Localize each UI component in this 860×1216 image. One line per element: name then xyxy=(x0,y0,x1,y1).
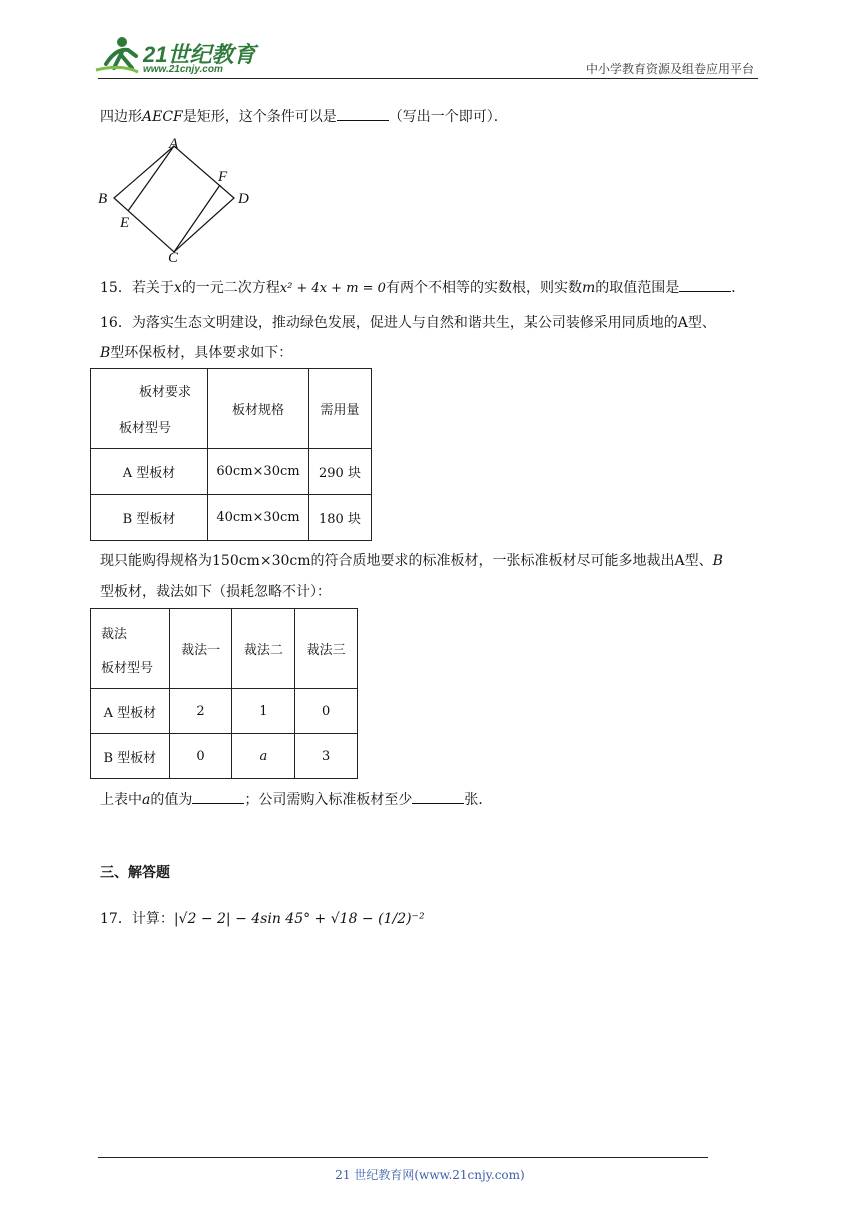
specs-qty: 180 块 xyxy=(309,495,372,541)
label-B: B xyxy=(98,191,108,207)
q15-text-b: 的一元二次方程 xyxy=(181,280,280,296)
footer-text: 21 世纪教育网(www.21cnjy.com) xyxy=(335,1168,525,1182)
specs-qty: 290 块 xyxy=(309,449,372,495)
q16-line2-text: 型环保板材，具体要求如下： xyxy=(110,345,293,361)
table-row xyxy=(91,495,372,541)
q14-shape: AECF xyxy=(142,109,183,125)
table-row xyxy=(91,734,358,779)
cutting-corner-bottom: 板材型号 xyxy=(101,661,154,676)
label-E: E xyxy=(120,215,130,231)
specs-corner-top: 板材要求 xyxy=(139,385,192,400)
q15-line xyxy=(100,277,745,297)
q14-answer-blank[interactable] xyxy=(337,106,389,121)
q16-para-a-var: B xyxy=(712,553,723,569)
specs-spec: 60cm×30cm xyxy=(208,449,309,495)
platform-title: 中小学教育资源及组卷应用平台 xyxy=(585,62,754,76)
q15-var-x: x xyxy=(173,280,182,296)
cutting-corner-cell xyxy=(91,609,170,689)
cutting-type: B 型板材 xyxy=(91,734,170,779)
label-F: F xyxy=(218,169,228,185)
q14-tail-line xyxy=(100,106,508,126)
q16-answer-a: 上表中 xyxy=(100,792,142,808)
q16-answer-c: ；公司需购入标准板材至少 xyxy=(244,792,413,808)
cutting-val: 1 xyxy=(232,689,295,734)
cutting-col-1: 裁法一 xyxy=(169,609,232,689)
specs-header-spec: 板材规格 xyxy=(208,369,309,449)
q15-equation: x² + 4x + m = 0 xyxy=(279,281,386,296)
section-title: 三、解答题 xyxy=(100,864,170,880)
q16-blank-a[interactable] xyxy=(192,789,244,804)
table-row xyxy=(91,689,358,734)
specs-corner-cell xyxy=(91,369,208,449)
q15-var-m: m xyxy=(581,280,596,296)
header-divider xyxy=(98,78,758,79)
rhombus-figure xyxy=(96,134,266,264)
cutting-val: a xyxy=(232,734,295,779)
q16-line2 xyxy=(100,342,292,362)
cutting-val: 2 xyxy=(169,689,232,734)
label-A: A xyxy=(169,136,179,152)
q16-line1: 16．为落实生态文明建设，推动绿色发展，促进人与自然和谐共生，某公司装修采用同质地的A型、 xyxy=(100,315,716,331)
q16-answer-var: a xyxy=(142,792,151,808)
q16-answer-line xyxy=(100,789,492,809)
cutting-val: 0 xyxy=(295,689,358,734)
q15-text-d: 的取值范围是 xyxy=(595,280,680,296)
q15-end: ． xyxy=(731,280,746,296)
q16-para-a-text: 现只能购得规格为150cm×30cm的符合质地要求的标准板材，一张标准板材尽可能多地裁出A型、 xyxy=(100,553,713,569)
cutting-col-3: 裁法三 xyxy=(295,609,358,689)
cutting-corner-top: 裁法 xyxy=(101,627,128,642)
label-D: D xyxy=(238,191,249,207)
q16-var-B: B xyxy=(100,345,111,361)
specs-type: B 型板材 xyxy=(91,495,208,541)
label-C: C xyxy=(168,250,179,264)
q16-para-b: 型板材，裁法如下（损耗忽略不计）： xyxy=(100,584,331,600)
table-row xyxy=(91,449,372,495)
q16-para-a xyxy=(100,550,723,570)
specs-header-qty: 需用量 xyxy=(309,369,372,449)
specs-type: A 型板材 xyxy=(91,449,208,495)
logo-text: 21世纪教育 xyxy=(143,42,256,67)
q15-text-c: 有两个不相等的实数根，则实数 xyxy=(385,280,582,296)
specs-spec: 40cm×30cm xyxy=(208,495,309,541)
logo-url: www.21cnjy.com xyxy=(143,64,223,75)
cutting-table xyxy=(90,608,358,779)
q16-answer-b: 的值为 xyxy=(150,792,193,808)
cutting-col-2: 裁法二 xyxy=(232,609,295,689)
q17-line xyxy=(100,908,425,928)
q17-prefix: 17．计算： xyxy=(100,911,174,927)
cutting-val: 3 xyxy=(295,734,358,779)
cutting-val: 0 xyxy=(169,734,232,779)
specs-corner-bottom: 板材型号 xyxy=(119,421,172,436)
specs-table xyxy=(90,368,372,541)
footer-divider xyxy=(98,1157,708,1158)
q15-num: 15．若关于 xyxy=(100,280,174,296)
q14-text-a: 四边形 xyxy=(100,109,142,125)
q17-expression: |√2 − 2| − 4sin 45° + √18 − (1/2)⁻² xyxy=(173,911,425,927)
q14-text-c: （写出一个即可）． xyxy=(388,109,508,125)
q16-blank-count[interactable] xyxy=(412,789,464,804)
q16-answer-d: 张． xyxy=(464,792,493,808)
cutting-type: A 型板材 xyxy=(91,689,170,734)
q14-text-b: 是矩形，这个条件可以是 xyxy=(182,109,337,125)
q15-answer-blank[interactable] xyxy=(679,277,731,292)
